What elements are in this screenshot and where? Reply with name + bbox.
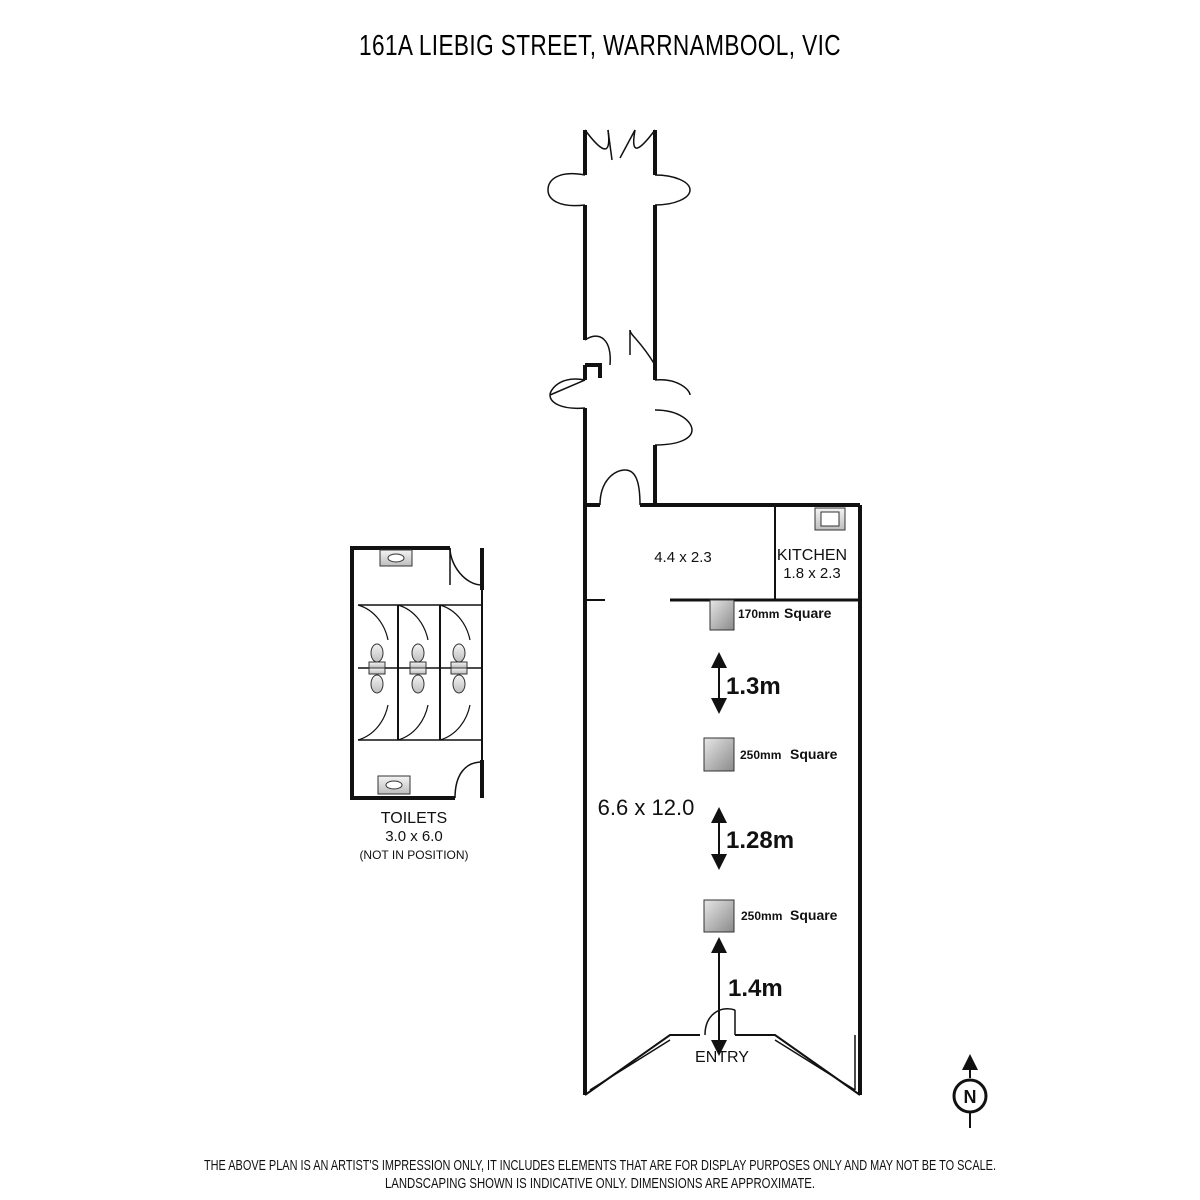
pillar-2-size: 250mm [740, 748, 782, 762]
north-compass-icon [954, 1062, 986, 1128]
kitchen-sink [815, 508, 845, 530]
kitchen-label: KITCHEN [776, 547, 848, 564]
spacing-1 [719, 660, 781, 706]
pillar-3-word: Square [790, 907, 838, 923]
disclaimer-line-2: LANDSCAPING SHOWN IS INDICATIVE ONLY. DIMENSIONS ARE APPROXIMATE. [385, 1175, 815, 1192]
pillar-2 [704, 738, 838, 771]
compass-letter: N [963, 1087, 977, 1107]
toilets-dimensions: 3.0 x 6.0 [385, 828, 443, 845]
spacing-2-value: 1.28m [726, 827, 795, 854]
pillar-1 [710, 600, 832, 630]
pillar-2-word: Square [790, 746, 838, 762]
spacing-1-value: 1.3m [726, 673, 781, 700]
spacing-3 [719, 945, 783, 1048]
toilets-label: TOILETS [380, 810, 448, 827]
pillar-3-size: 250mm [741, 909, 783, 923]
pillar-1-shape [710, 600, 734, 630]
spacing-3-value: 1.4m [728, 975, 783, 1002]
spacing-2 [719, 815, 794, 862]
rear-passage [548, 130, 692, 505]
toilets-note: (NOT IN POSITION) [359, 848, 469, 862]
disclaimer-line-1: THE ABOVE PLAN IS AN ARTIST'S IMPRESSION ONLY, IT INCLUDES ELEMENTS THAT ARE FOR DISPLAY PURPOSES ONLY AND MAY NOT BE TO SCALE. [204, 1157, 996, 1174]
kitchen-dimensions: 1.8 x 2.3 [783, 565, 841, 582]
toilet-fixtures [369, 550, 467, 794]
entry-label: ENTRY [695, 1049, 749, 1066]
pillar-3 [704, 900, 838, 932]
front-room-dimensions: 4.4 x 2.3 [654, 549, 712, 566]
plan-title: 161A LIEBIG STREET, WARRNAMBOOL, VIC [359, 28, 841, 62]
pillar-1-word: Square [784, 605, 832, 621]
pillar-1-size: 170mm [738, 607, 780, 621]
pillar-2-shape [704, 738, 734, 771]
pillar-3-shape [704, 900, 734, 932]
main-room-dimensions: 6.6 x 12.0 [597, 795, 695, 820]
